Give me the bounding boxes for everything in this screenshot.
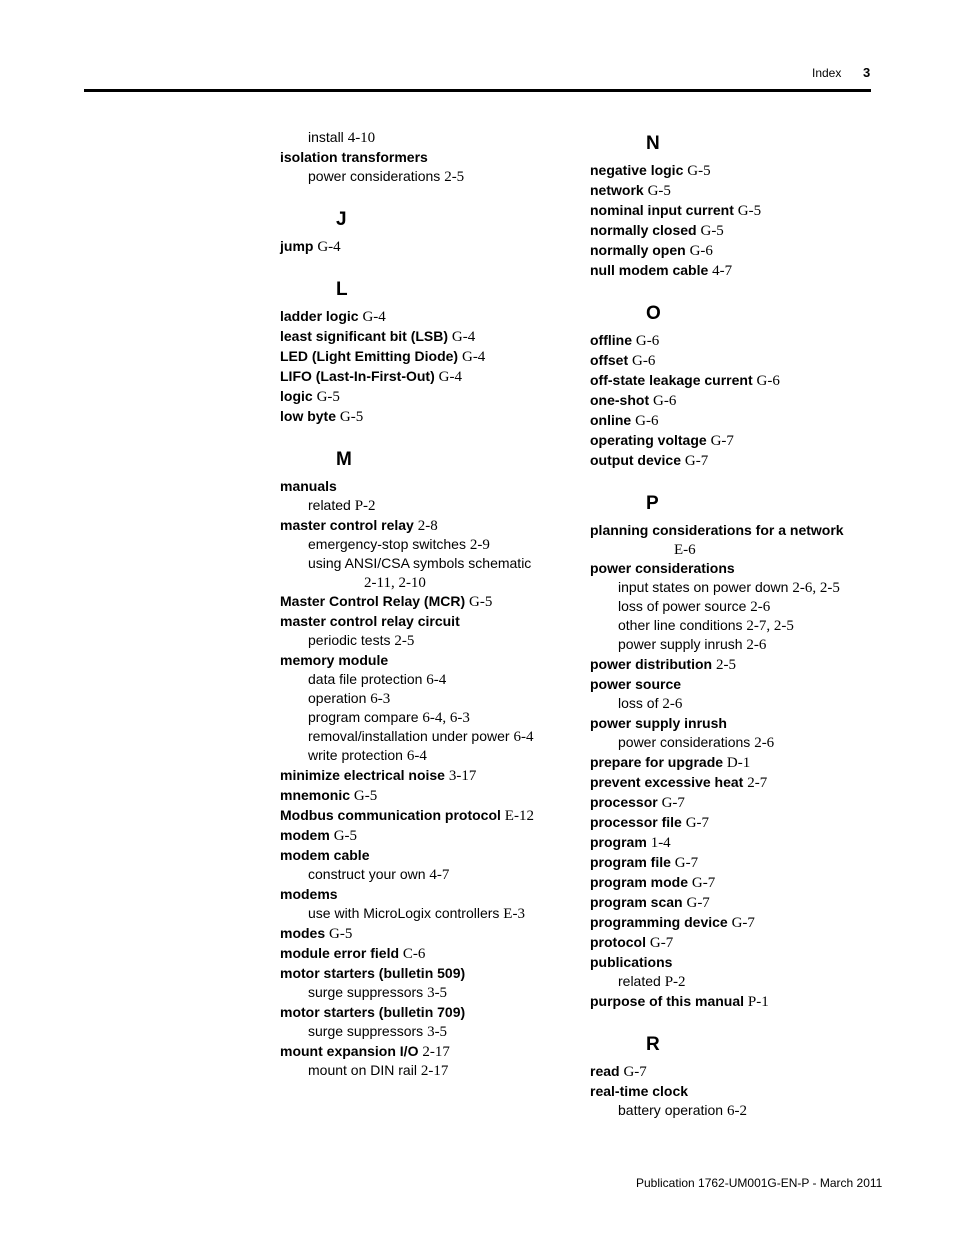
page-reference: G-7 bbox=[674, 855, 699, 871]
header-rule bbox=[84, 89, 871, 92]
index-entry bbox=[590, 872, 880, 892]
index-subentry bbox=[590, 597, 880, 616]
page-reference: 2-7 bbox=[747, 775, 768, 791]
index-entry bbox=[280, 515, 570, 535]
index-entry bbox=[590, 752, 880, 772]
index-column-right bbox=[590, 128, 880, 1120]
index-letter-heading: M bbox=[336, 449, 352, 470]
index-term: power supply inrush bbox=[590, 715, 727, 731]
index-term: operating voltage bbox=[590, 432, 707, 448]
index-subentry bbox=[280, 708, 570, 727]
index-term: minimize electrical noise bbox=[280, 767, 445, 783]
index-entry bbox=[590, 932, 880, 952]
index-subentry bbox=[590, 733, 880, 752]
page-reference: G-6 bbox=[689, 243, 713, 259]
index-subentry bbox=[590, 635, 880, 654]
index-subentry bbox=[280, 554, 570, 573]
index-subterm: surge suppressors bbox=[308, 1023, 424, 1039]
index-term: publications bbox=[590, 954, 673, 970]
page-reference: G-5 bbox=[339, 409, 364, 425]
index-term: offline bbox=[590, 332, 632, 348]
index-term: Master Control Relay (MCR) bbox=[280, 593, 466, 609]
page-reference: G-7 bbox=[710, 433, 734, 449]
index-entry bbox=[590, 370, 880, 390]
index-term: manuals bbox=[280, 478, 337, 494]
index-entry bbox=[280, 825, 570, 845]
index-subterm: power supply inrush bbox=[618, 636, 743, 652]
index-entry bbox=[280, 147, 570, 167]
index-term: Modbus communication protocol bbox=[280, 807, 501, 823]
index-term: jump bbox=[280, 238, 314, 254]
index-subentry bbox=[280, 746, 570, 765]
index-letter-heading: O bbox=[646, 303, 661, 324]
page-reference: P-2 bbox=[354, 498, 376, 514]
index-subentry bbox=[590, 694, 880, 713]
index-entry bbox=[280, 386, 570, 406]
index-entry bbox=[590, 792, 880, 812]
index-term: low byte bbox=[280, 408, 337, 424]
index-term: ladder logic bbox=[280, 308, 359, 324]
index-entry bbox=[280, 765, 570, 785]
page-reference: G-5 bbox=[737, 203, 762, 219]
index-subentry bbox=[590, 616, 880, 635]
page-reference: 6-4 bbox=[406, 748, 427, 764]
publication-footer: Publication 1762-UM001G-EN-P - March 2011 bbox=[636, 1176, 883, 1190]
index-entry bbox=[590, 180, 880, 200]
index-entry bbox=[590, 430, 880, 450]
page-reference: G-7 bbox=[649, 935, 674, 951]
page-reference: E-6 bbox=[674, 542, 696, 558]
index-entry bbox=[590, 713, 880, 733]
index-term: LED (Light Emitting Diode) bbox=[280, 348, 459, 364]
index-term: protocol bbox=[590, 934, 646, 950]
index-entry bbox=[280, 366, 570, 386]
index-entry bbox=[280, 943, 570, 963]
index-entry bbox=[280, 306, 570, 326]
index-subterm: operation bbox=[308, 690, 367, 706]
page-reference: 6-3 bbox=[370, 691, 391, 707]
index-entry bbox=[590, 450, 880, 470]
page-reference: 2-6, 2-5 bbox=[792, 580, 840, 596]
index-term: program file bbox=[590, 854, 671, 870]
page-reference: 2-11, 2-10 bbox=[364, 575, 426, 591]
index-entry bbox=[590, 240, 880, 260]
index-subterm: surge suppressors bbox=[308, 984, 424, 1000]
index-subterm: using ANSI/CSA symbols schematic bbox=[308, 555, 532, 571]
index-subterm: use with MicroLogix controllers bbox=[308, 905, 500, 921]
index-term: read bbox=[590, 1063, 620, 1079]
page-reference: G-7 bbox=[686, 895, 710, 911]
index-term: processor bbox=[590, 794, 658, 810]
index-subterm: power considerations bbox=[618, 734, 751, 750]
page-reference: 6-4 bbox=[426, 672, 447, 688]
page-reference: E-3 bbox=[503, 906, 525, 922]
page-reference: G-7 bbox=[684, 453, 709, 469]
page-reference: G-5 bbox=[687, 163, 711, 179]
index-term: modem bbox=[280, 827, 330, 843]
page-reference: G-5 bbox=[700, 223, 724, 239]
index-subterm: power considerations bbox=[308, 168, 441, 184]
index-term: mount expansion I/O bbox=[280, 1043, 419, 1059]
index-term: online bbox=[590, 412, 632, 428]
page-reference: G-7 bbox=[623, 1064, 647, 1080]
index-term: program bbox=[590, 834, 647, 850]
index-entry bbox=[590, 892, 880, 912]
index-entry bbox=[280, 845, 570, 865]
page-number: 3 bbox=[863, 65, 871, 80]
index-entry bbox=[590, 772, 880, 792]
page-reference: 2-6 bbox=[662, 696, 683, 712]
index-subterm: related bbox=[308, 497, 351, 513]
index-term: modem cable bbox=[280, 847, 370, 863]
index-subentry bbox=[280, 727, 570, 746]
page-reference: 6-4, 6-3 bbox=[422, 710, 470, 726]
page-reference: 2-5 bbox=[394, 633, 415, 649]
page-reference: 2-6 bbox=[750, 599, 771, 615]
index-entry bbox=[280, 650, 570, 670]
page-reference: G-4 bbox=[461, 349, 486, 365]
index-entry bbox=[280, 805, 570, 825]
index-term: motor starters (bulletin 509) bbox=[280, 965, 466, 981]
page-reference: 2-17 bbox=[420, 1063, 449, 1079]
index-subentry bbox=[280, 496, 570, 515]
page-reference: 2-6 bbox=[754, 735, 775, 751]
index-term: negative logic bbox=[590, 162, 684, 178]
page-reference: G-7 bbox=[731, 915, 755, 931]
page-reference: G-5 bbox=[316, 389, 340, 405]
index-entry bbox=[590, 852, 880, 872]
page-reference: G-6 bbox=[635, 413, 659, 429]
page-reference: 3-17 bbox=[448, 768, 477, 784]
index-term: programming device bbox=[590, 914, 728, 930]
index-subterm: related bbox=[618, 973, 661, 989]
page-reference: G-4 bbox=[438, 369, 462, 385]
index-subterm: emergency-stop switches bbox=[308, 536, 466, 552]
index-subterm: program compare bbox=[308, 709, 419, 725]
index-entry-continuation bbox=[590, 540, 880, 558]
index-term: least significant bit (LSB) bbox=[280, 328, 449, 344]
index-subentry bbox=[280, 1022, 570, 1041]
index-subentry bbox=[280, 983, 570, 1002]
index-subterm: removal/installation under power bbox=[308, 728, 510, 744]
index-subentry bbox=[280, 535, 570, 554]
page-reference: G-6 bbox=[635, 333, 660, 349]
index-term: power source bbox=[590, 676, 682, 692]
page-reference: 2-9 bbox=[469, 537, 490, 553]
page-reference: 3-5 bbox=[427, 985, 448, 1001]
page-reference: 6-4 bbox=[513, 729, 534, 745]
index-subterm: periodic tests bbox=[308, 632, 391, 648]
index-entry bbox=[280, 1002, 570, 1022]
index-subterm: install bbox=[308, 129, 344, 145]
page-reference: 2-7, 2-5 bbox=[746, 618, 794, 634]
index-subentry bbox=[280, 865, 570, 884]
index-subterm: loss of power source bbox=[618, 598, 747, 614]
page-reference: G-7 bbox=[661, 795, 685, 811]
index-letter-heading: R bbox=[646, 1034, 660, 1055]
index-subterm: data file protection bbox=[308, 671, 423, 687]
page-reference: 2-5 bbox=[444, 169, 465, 185]
index-term: power distribution bbox=[590, 656, 713, 672]
index-entry bbox=[590, 674, 880, 694]
index-letter-heading: L bbox=[336, 279, 348, 300]
page-reference: 3-5 bbox=[427, 1024, 448, 1040]
index-term: motor starters (bulletin 709) bbox=[280, 1004, 466, 1020]
index-term: logic bbox=[280, 388, 313, 404]
index-subterm: construct your own bbox=[308, 866, 426, 882]
index-term: program mode bbox=[590, 874, 689, 890]
index-entry bbox=[280, 963, 570, 983]
index-subentry bbox=[280, 670, 570, 689]
page-reference: 4-7 bbox=[712, 263, 733, 279]
page-reference: G-5 bbox=[469, 594, 493, 610]
index-column-left bbox=[280, 128, 570, 1080]
index-subentry bbox=[280, 167, 570, 186]
index-subentry bbox=[280, 128, 570, 147]
index-term: power considerations bbox=[590, 560, 735, 576]
page-reference: 4-7 bbox=[429, 867, 450, 883]
index-term: planning considerations for a network bbox=[590, 522, 844, 538]
index-term: LIFO (Last-In-First-Out) bbox=[280, 368, 435, 384]
index-subterm: other line conditions bbox=[618, 617, 743, 633]
page-reference: 2-17 bbox=[422, 1044, 450, 1060]
index-entry bbox=[590, 832, 880, 852]
index-entry bbox=[590, 952, 880, 972]
page-reference: D-1 bbox=[726, 755, 751, 771]
index-subterm: write protection bbox=[308, 747, 403, 763]
index-entry bbox=[590, 812, 880, 832]
index-entry bbox=[280, 406, 570, 426]
page-reference: G-7 bbox=[691, 875, 716, 891]
page-reference: P-1 bbox=[747, 994, 769, 1010]
index-term: mnemonic bbox=[280, 787, 351, 803]
index-subentry bbox=[280, 1061, 570, 1080]
index-term: prepare for upgrade bbox=[590, 754, 724, 770]
index-entry bbox=[280, 923, 570, 943]
index-entry bbox=[590, 330, 880, 350]
index-term: null modem cable bbox=[590, 262, 709, 278]
index-term: modems bbox=[280, 886, 338, 902]
index-entry bbox=[590, 260, 880, 280]
index-entry bbox=[590, 160, 880, 180]
index-entry bbox=[590, 991, 880, 1011]
page-reference: C-6 bbox=[402, 946, 426, 962]
index-term: processor file bbox=[590, 814, 682, 830]
index-subterm: input states on power down bbox=[618, 579, 789, 595]
page-reference: 2-6 bbox=[746, 637, 767, 653]
running-header-section: Index bbox=[812, 66, 842, 80]
page-reference: 4-10 bbox=[347, 130, 376, 146]
index-letter-heading: J bbox=[336, 209, 347, 230]
index-entry bbox=[280, 1041, 570, 1061]
index-term: output device bbox=[590, 452, 682, 468]
index-term: master control relay bbox=[280, 517, 414, 533]
index-term: prevent excessive heat bbox=[590, 774, 744, 790]
index-letter-heading: N bbox=[646, 133, 660, 154]
index-entry bbox=[280, 884, 570, 904]
page-reference: G-6 bbox=[756, 373, 780, 389]
page-reference: 1-4 bbox=[650, 835, 671, 851]
page-reference: G-5 bbox=[647, 183, 671, 199]
page-reference: G-6 bbox=[632, 353, 656, 369]
index-term: offset bbox=[590, 352, 629, 368]
index-subentry bbox=[590, 578, 880, 597]
index-term: modes bbox=[280, 925, 326, 941]
index-entry bbox=[280, 236, 570, 256]
page-reference: E-12 bbox=[504, 808, 534, 824]
index-entry bbox=[590, 390, 880, 410]
index-subentry bbox=[280, 631, 570, 650]
index-term: one-shot bbox=[590, 392, 650, 408]
index-entry bbox=[590, 200, 880, 220]
index-subentry bbox=[280, 689, 570, 708]
index-term: module error field bbox=[280, 945, 400, 961]
index-term: purpose of this manual bbox=[590, 993, 745, 1009]
page-reference: G-5 bbox=[329, 926, 353, 942]
index-term: memory module bbox=[280, 652, 389, 668]
index-entry bbox=[590, 220, 880, 240]
index-entry bbox=[590, 654, 880, 674]
page-reference: 2-5 bbox=[716, 657, 736, 673]
page-reference: P-2 bbox=[664, 974, 686, 990]
index-entry bbox=[280, 591, 570, 611]
index-term: network bbox=[590, 182, 644, 198]
index-entry-continuation bbox=[280, 573, 570, 591]
index-entry bbox=[590, 520, 880, 540]
index-term: program scan bbox=[590, 894, 683, 910]
page-reference: 6-2 bbox=[726, 1103, 747, 1119]
index-subentry bbox=[280, 904, 570, 923]
index-subterm: mount on DIN rail bbox=[308, 1062, 417, 1078]
index-term: master control relay circuit bbox=[280, 613, 460, 629]
index-entry bbox=[280, 785, 570, 805]
index-term: off-state leakage current bbox=[590, 372, 753, 388]
index-entry bbox=[590, 1081, 880, 1101]
index-entry bbox=[280, 476, 570, 496]
index-subentry bbox=[590, 1101, 880, 1120]
index-letter-heading: P bbox=[646, 493, 659, 514]
index-term: normally open bbox=[590, 242, 686, 258]
index-entry bbox=[590, 350, 880, 370]
page-reference: G-5 bbox=[353, 788, 378, 804]
page-reference: G-5 bbox=[333, 828, 358, 844]
index-subterm: loss of bbox=[618, 695, 659, 711]
page-reference: G-4 bbox=[317, 239, 341, 255]
index-entry bbox=[590, 558, 880, 578]
page-reference: G-6 bbox=[653, 393, 677, 409]
page-reference: 2-8 bbox=[417, 518, 438, 534]
index-subterm: battery operation bbox=[618, 1102, 724, 1118]
index-term: real-time clock bbox=[590, 1083, 689, 1099]
index-term: isolation transformers bbox=[280, 149, 428, 165]
page-reference: G-4 bbox=[451, 329, 476, 345]
index-entry bbox=[280, 346, 570, 366]
index-term: nominal input current bbox=[590, 202, 734, 218]
index-entry bbox=[590, 410, 880, 430]
index-subentry bbox=[590, 972, 880, 991]
index-entry bbox=[590, 1061, 880, 1081]
index-entry bbox=[590, 912, 880, 932]
index-entry bbox=[280, 326, 570, 346]
page-reference: G-7 bbox=[685, 815, 710, 831]
index-entry bbox=[280, 611, 570, 631]
index-term: normally closed bbox=[590, 222, 697, 238]
page-reference: G-4 bbox=[362, 309, 386, 325]
